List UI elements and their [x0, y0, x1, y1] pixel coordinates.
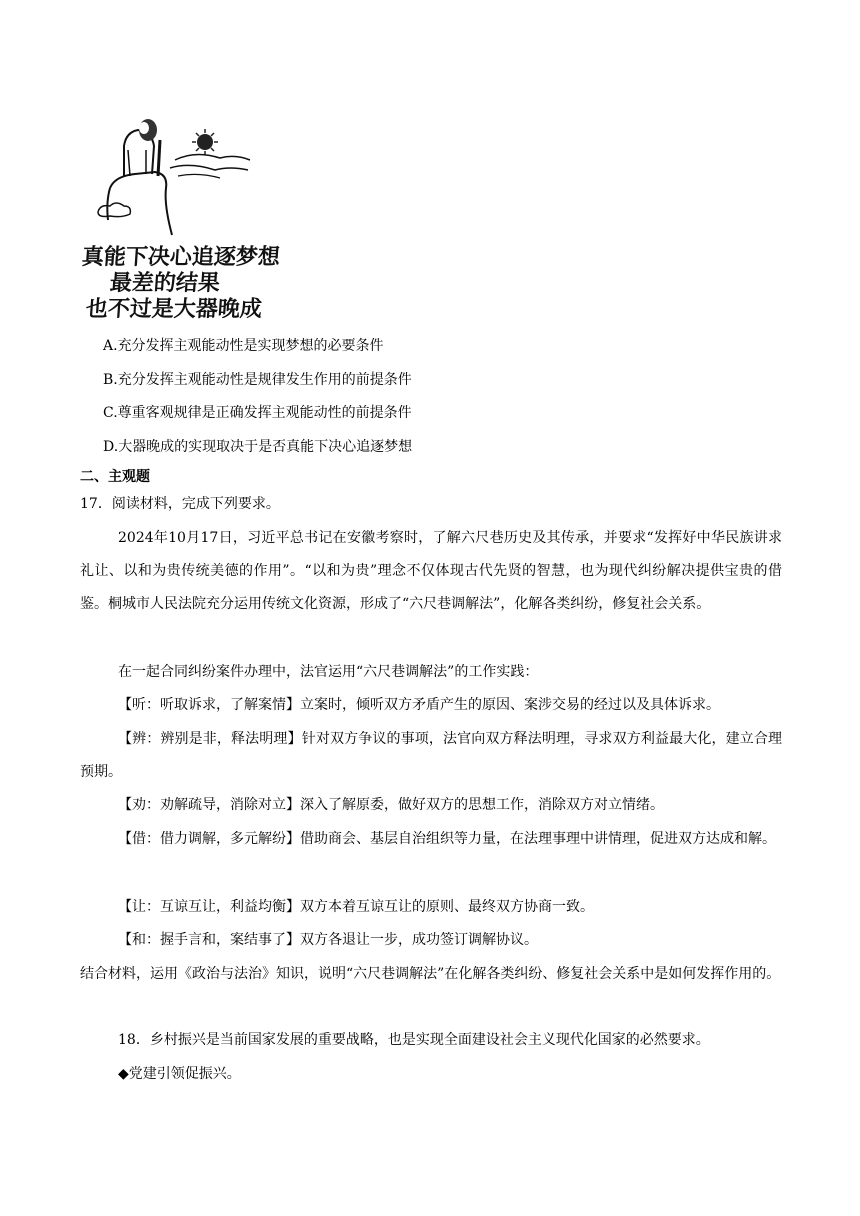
option-text: 大器晚成的实现取决于是否真能下决心追逐梦想: [118, 439, 413, 455]
q17-step-borrow: 【借：借力调解，多元解纷】借助商会、基层自治组织等力量，在法理事理中讲情理，促进双方达成和解。: [118, 831, 776, 847]
option-text: 充分发挥主观能动性是规律发生作用的前提条件: [117, 372, 412, 388]
section-title: 二、主观题: [80, 469, 150, 485]
option-letter: A.: [103, 338, 118, 354]
option-letter: C.: [103, 405, 118, 421]
option-a: [103, 336, 384, 356]
option-letter: D.: [103, 439, 119, 455]
q17-material: 2024年10月17日，习近平总书记在安徽考察时，了解六尺巷历史及其传承，并要求“发挥好中华民族讲求礼让、以和为贵传统美德的作用”。“以和为贵”理念不仅体现古代先贤的智慧，也为现代纠纷解决提供宝贵的借鉴。桐城市人民法院充分运用传统文化资源，形成了“六尺巷调解法”，化解各类纠纷，修复社会关系。: [80, 530, 782, 612]
cartoon-caption-line-3: 也不过是大器晚成: [84, 297, 263, 322]
q17-question: 结合材料，运用《政治与法治》知识，说明“六尺巷调解法”在化解各类纠纷、修复社会关系中是如何发挥作用的。: [80, 966, 781, 982]
q17-intro: 在一起合同纠纷案件办理中，法官运用“六尺巷调解法”的工作实践：: [118, 664, 539, 680]
q18-prompt: 18．乡村振兴是当前国家发展的重要战略，也是实现全面建设社会主义现代化国家的必然要求。: [118, 1032, 710, 1048]
option-text: 尊重客观规律是正确发挥主观能动性的前提条件: [117, 405, 412, 421]
q17-step-concede: 【让：互谅互让，利益均衡】双方本着互谅互让的原则、最终双方协商一致。: [118, 899, 594, 915]
cartoon-caption-line-1: 真能下决心追逐梦想: [80, 245, 281, 270]
cartoon-caption-line-2: 最差的结果: [108, 271, 221, 296]
option-b: [103, 370, 412, 390]
option-d: [103, 437, 412, 457]
option-text: 充分发挥主观能动性是实现梦想的必要条件: [117, 338, 384, 354]
q17-prompt: 17．阅读材料，完成下列要求。: [80, 496, 280, 512]
cartoon-illustration: [80, 110, 281, 322]
q17-step-distinguish: 【辨：辨别是非，释法明理】针对双方争议的事项，法官向双方释法明理，寻求双方利益最大化，建立合理预期。: [80, 731, 782, 780]
q18-sub: ◆党建引领促振兴。: [118, 1066, 241, 1082]
option-c: [103, 403, 412, 423]
q17-step-listen: 【听：听取诉求，了解案情】立案时，倾听双方矛盾产生的原因、案涉交易的经过以及具体诉求。: [118, 697, 720, 713]
cartoon-drawing: [80, 110, 270, 240]
q17-step-persuade: 【劝：劝解疏导，消除对立】深入了解原委，做好双方的思想工作，消除双方对立情绪。: [118, 797, 664, 813]
q17-step-harmony: 【和：握手言和，案结事了】双方各退让一步，成功签订调解协议。: [118, 932, 538, 948]
option-letter: B.: [103, 372, 118, 388]
